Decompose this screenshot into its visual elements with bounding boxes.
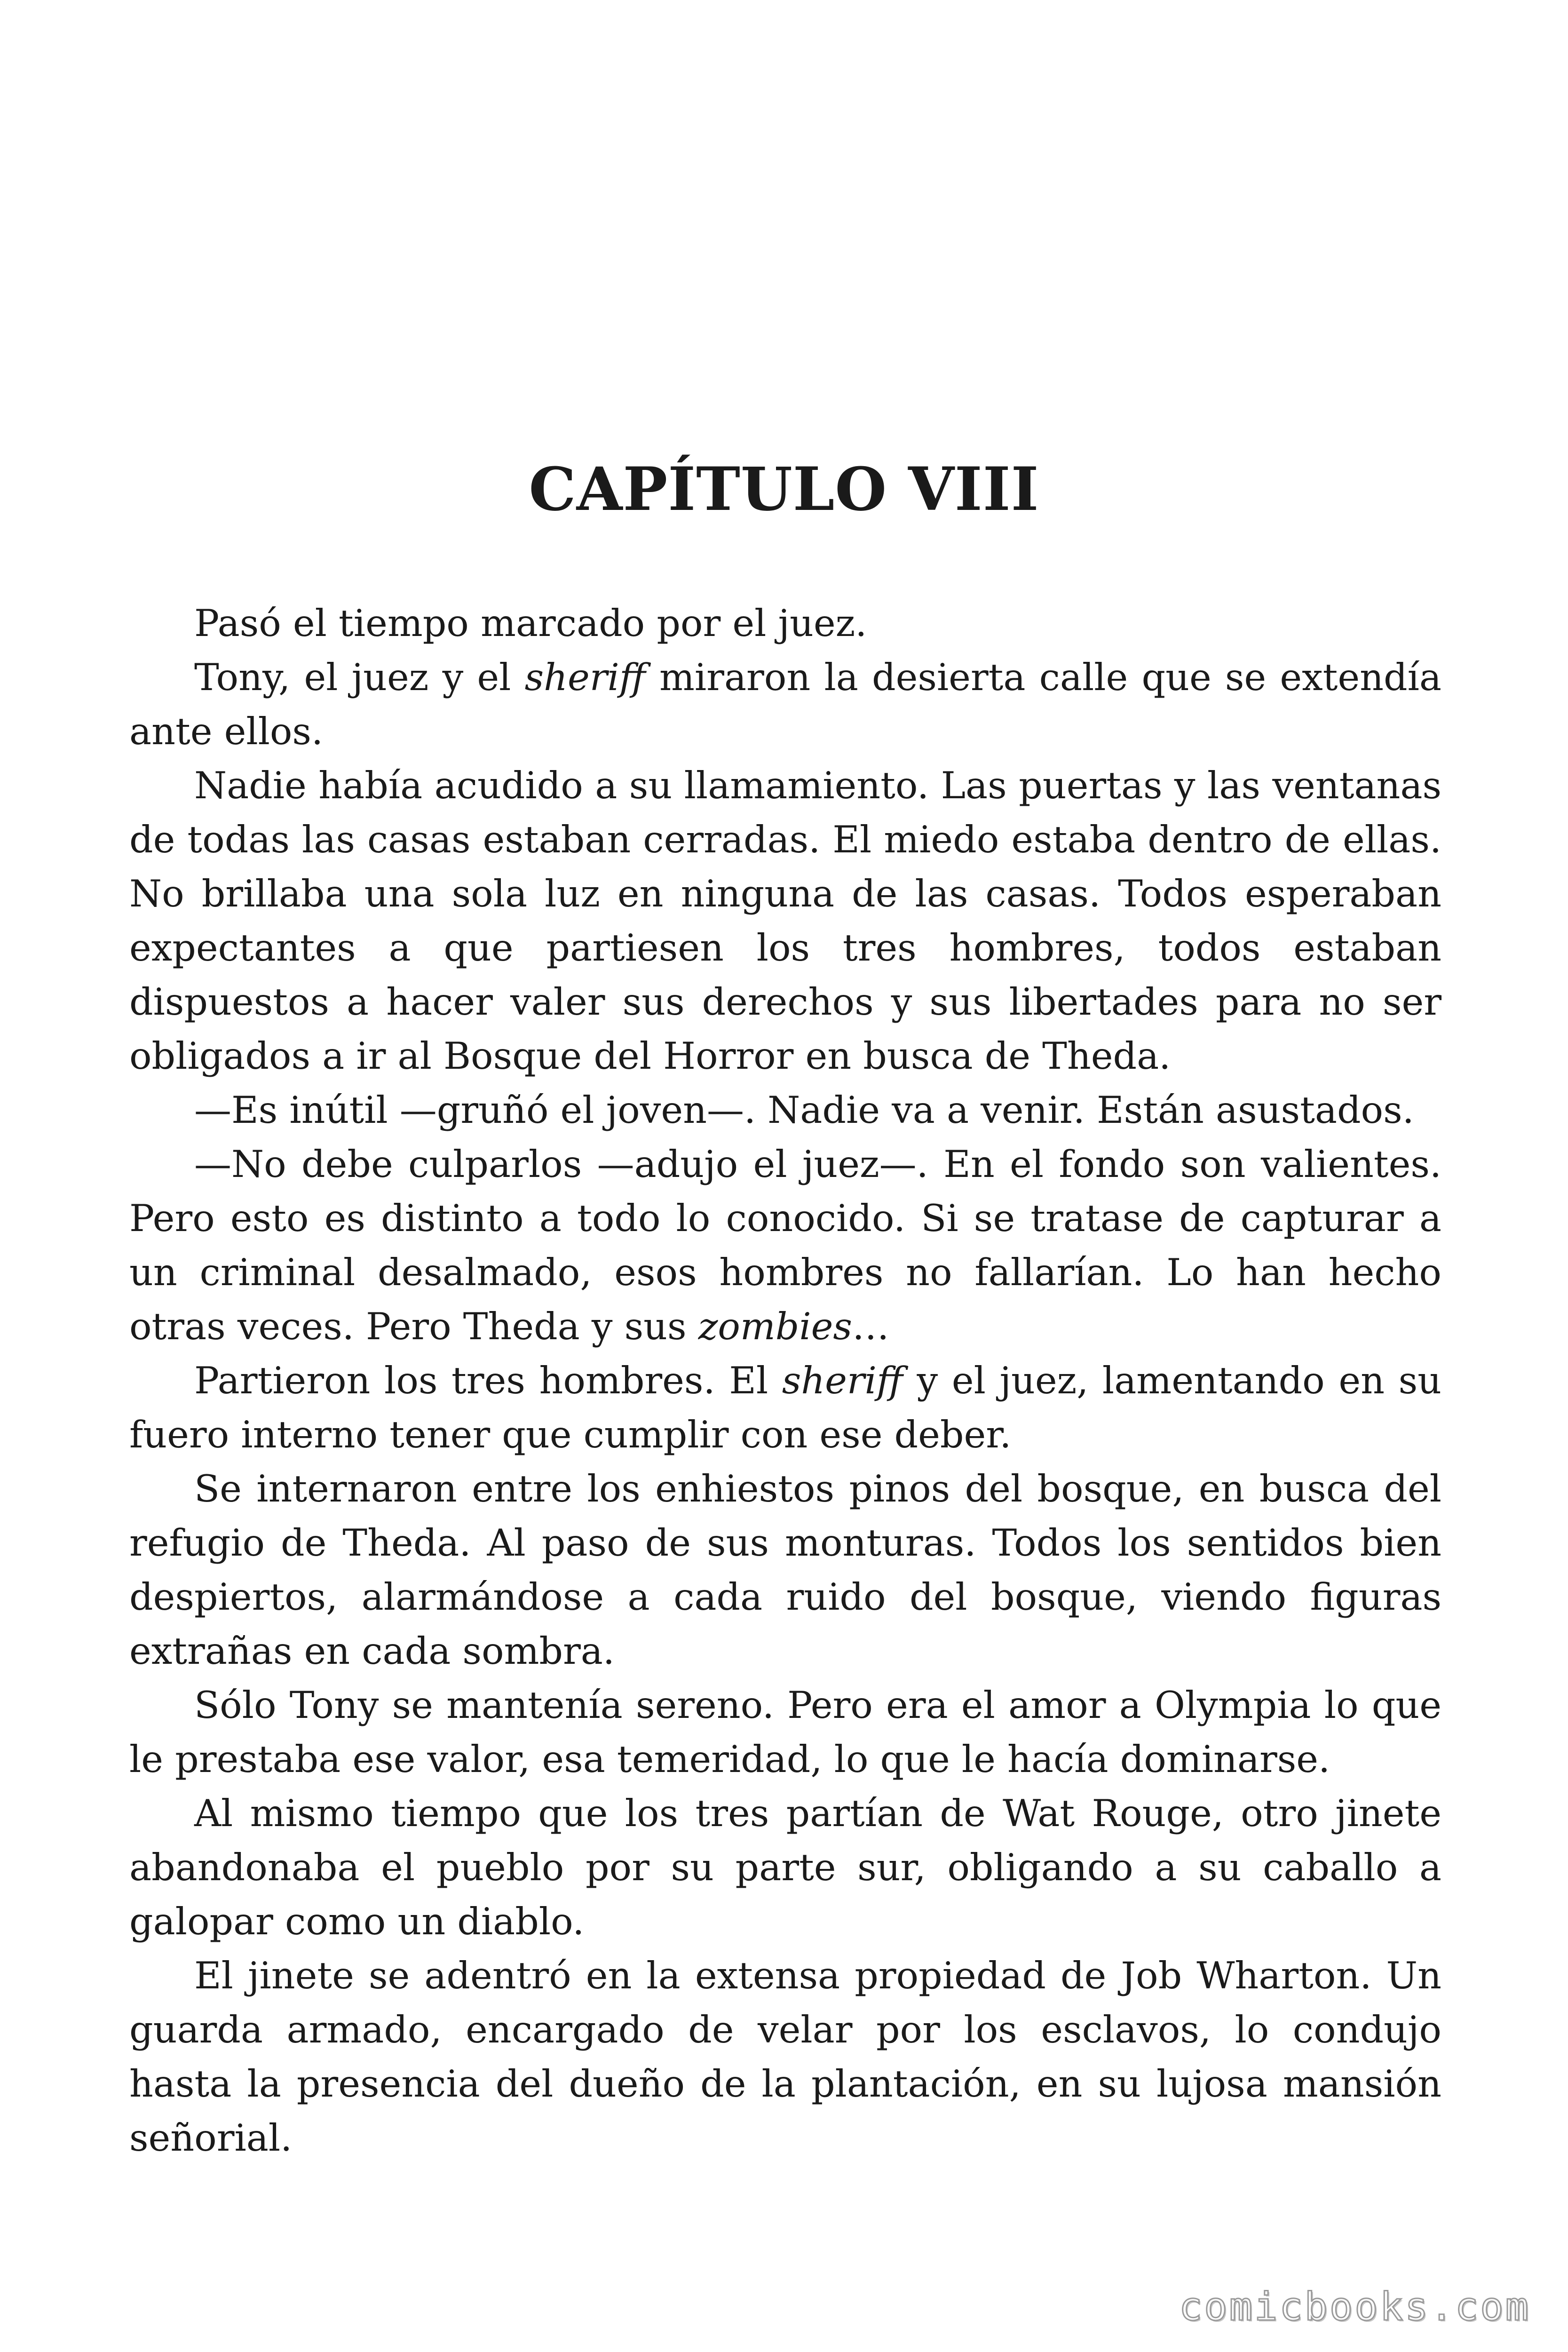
paragraph-4: —Es inútil —gruñó el joven—. Nadie va a venir. Están asustados. — [194, 1089, 1414, 1132]
paragraph-5 — [129, 1137, 1441, 1354]
paragraph-1: Pasó el tiempo marcado por el juez. — [194, 602, 867, 645]
watermark: comicbooks.com — [1179, 2285, 1530, 2329]
paragraph-2 — [129, 651, 1441, 759]
paragraph-10: El jinete se adentró en la extensa propiedad de Job Wharton. Un guarda armado, encargado de velar por los esclavos, lo condujo hasta la presencia del dueño de la plantación, en su lujosa mansión señorial. — [129, 1954, 1441, 2160]
paragraph-8: Sólo Tony se mantenía sereno. Pero era el amor a Olympia lo que le prestaba ese valor, esa temeridad, lo que le hacía dominarse. — [129, 1684, 1441, 1781]
chapter-title: CAPÍTULO VIII — [529, 454, 1039, 524]
paragraph-2-italic: sheriff — [524, 656, 646, 699]
paragraph-6-before: Partieron los tres hombres. El — [194, 1359, 782, 1402]
paragraph-2-after: miraron la desierta calle que se extendía ante ellos. — [129, 656, 1441, 753]
paragraph-6-italic: sheriff — [782, 1359, 903, 1402]
paragraph-7: Se internaron entre los enhiestos pinos del bosque, en busca del refugio de Theda. Al paso de sus monturas. Todos los sentidos bien despiertos, alarmándose a cada ruido del bosque, viendo figuras extrañas en cada sombra. — [129, 1467, 1441, 1673]
paragraph-5-before: —No debe culparlos —adujo el juez—. En el fondo son valientes. Pero esto es distinto a todo lo conocido. Si se tratase de capturar a un criminal desalmado, esos hombres no fallarían. Lo han hecho otras veces. Pero Theda y sus — [129, 1143, 1441, 1348]
paragraph-6 — [129, 1354, 1441, 1462]
paragraph-3: Nadie había acudido a su llamamiento. Las puertas y las ventanas de todas las casas estaban cerradas. El miedo estaba dentro de ellas. No brillaba una sola luz en ninguna de las casas. Todos esperaban expectantes a que partiesen los tres hombres, todos estaban dispuestos a hacer valer sus derechos y sus libertades para no ser obligados a ir al Bosque del Horror en busca de Theda. — [129, 764, 1441, 1078]
chapter-body — [129, 596, 1441, 2165]
paragraph-5-italic: zombies — [698, 1305, 852, 1348]
paragraph-5-after: … — [852, 1305, 889, 1348]
paragraph-9: Al mismo tiempo que los tres partían de Wat Rouge, otro jinete abandonaba el pueblo por su parte sur, obligando a su caballo a galopar como un diablo. — [129, 1792, 1441, 1943]
paragraph-2-before: Tony, el juez y el — [194, 656, 525, 699]
paragraph-6-after: y el juez, lamentando en su fuero interno tener que cumplir con ese deber. — [129, 1359, 1441, 1456]
